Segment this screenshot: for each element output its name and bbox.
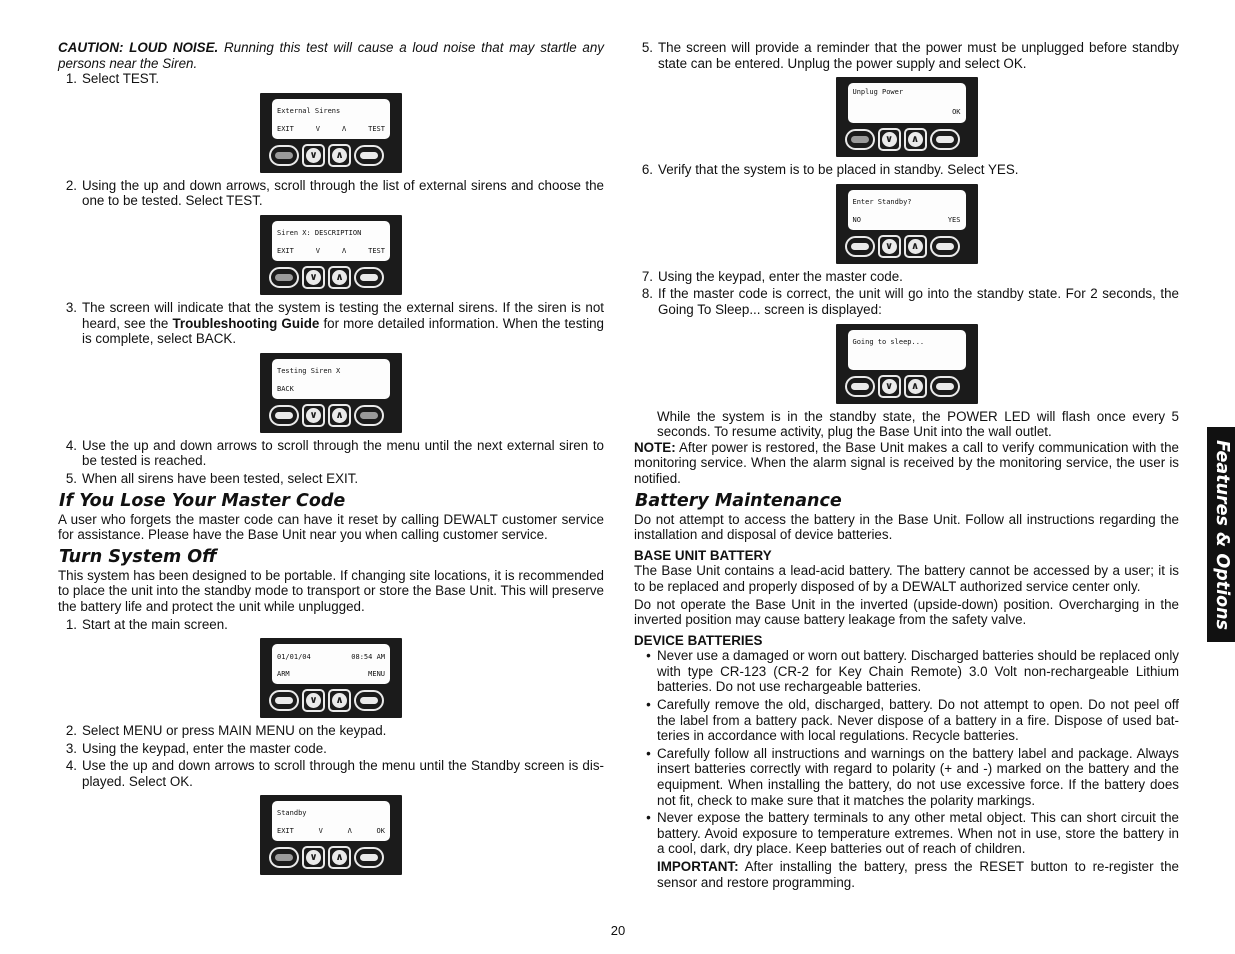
base-battery-paragraph-2: Do not operate the Base Unit in the inverted (upside-down) position. Overcharging in the inverted position may cause battery leakage from the safety valve. bbox=[634, 596, 1179, 628]
step-text: Use the up and down arrows to scroll through the menu until the Standby screen is dis-played. Select OK. bbox=[82, 758, 604, 789]
bullet-text: Carefully remove the old, discharged, battery. Do not attempt to open. Do not peel off the label from a battery pack. Never dispose of a battery in a fire. Dispose of used bat-teries in accordance with local regulations. Recycle batteries. bbox=[657, 697, 1179, 744]
step-text: When all sirens have been tested, select EXIT. bbox=[82, 470, 359, 486]
lcd-softkey-label: V bbox=[315, 246, 321, 255]
step-text: Verify that the system is to be placed in standby. Select YES. bbox=[658, 162, 1019, 178]
lcd-keypad bbox=[845, 375, 960, 398]
lcd-screen bbox=[272, 359, 390, 399]
down-arrow-icon: ∨ bbox=[882, 132, 897, 147]
lcd-keypad bbox=[269, 846, 384, 869]
left-softkey-button bbox=[845, 376, 875, 397]
down-key-button bbox=[302, 404, 325, 427]
step-number: 7. bbox=[641, 268, 653, 284]
section-heading-master-code: If You Lose Your Master Code bbox=[59, 490, 346, 511]
bullet-icon: • bbox=[646, 697, 651, 713]
step-item bbox=[634, 269, 1179, 285]
down-key-button bbox=[302, 144, 325, 167]
bullet-icon: • bbox=[646, 745, 651, 761]
step-number: 1. bbox=[65, 71, 77, 87]
right-softkey-button bbox=[354, 267, 384, 288]
section-heading-turn-off: Turn System Off bbox=[59, 546, 217, 567]
right-softkey-button bbox=[930, 236, 960, 257]
page-number: 20 bbox=[610, 923, 626, 938]
bullet-item bbox=[634, 746, 1179, 808]
master-code-paragraph bbox=[58, 512, 604, 543]
lcd-figure bbox=[634, 184, 1179, 264]
step-text bbox=[82, 300, 604, 347]
bullet-icon: • bbox=[646, 648, 651, 664]
step-text: Using the keypad, enter the master code. bbox=[82, 740, 327, 756]
lcd-softkey-label: NO bbox=[852, 215, 861, 224]
lcd-panel-main-screen bbox=[260, 638, 402, 718]
caution-text: Running this test will cause a loud noise that may startle any persons near the Siren. bbox=[58, 40, 604, 71]
step-number: 5. bbox=[65, 470, 77, 486]
step-item bbox=[58, 71, 604, 87]
side-tab-label: Features & Options bbox=[1211, 439, 1232, 630]
down-key-button bbox=[878, 128, 901, 151]
lcd-softkey-label: Λ bbox=[347, 827, 352, 836]
up-arrow-icon: ∧ bbox=[332, 850, 347, 865]
step-number: 3. bbox=[65, 299, 77, 315]
up-arrow-icon: ∧ bbox=[908, 379, 923, 394]
lcd-line2 bbox=[853, 216, 961, 225]
lcd-softkey-label: V bbox=[315, 124, 321, 133]
lcd-keypad bbox=[269, 266, 384, 289]
step-item bbox=[634, 286, 1179, 317]
note-paragraph bbox=[634, 440, 1179, 487]
down-arrow-icon: ∨ bbox=[306, 693, 321, 708]
step-item bbox=[58, 741, 604, 757]
lcd-figure bbox=[58, 93, 604, 173]
lcd-panel-siren-description bbox=[260, 215, 402, 295]
subheading-base-unit-battery: BASE UNIT BATTERY bbox=[634, 547, 772, 563]
step-text: Select MENU or press MAIN MENU on the keypad. bbox=[82, 723, 387, 739]
lcd-softkey-label: Λ bbox=[341, 124, 347, 133]
lcd-softkey-label: V bbox=[318, 827, 323, 836]
step-text: Select TEST. bbox=[82, 71, 160, 87]
step-number: 4. bbox=[65, 437, 77, 453]
step-text: Using the keypad, enter the master code. bbox=[658, 268, 903, 284]
lcd-panel-testing-siren bbox=[260, 353, 402, 433]
lcd-line1: Siren X: DESCRIPTION bbox=[277, 228, 362, 237]
lcd-screen bbox=[848, 190, 966, 230]
lcd-line2 bbox=[277, 827, 385, 836]
text-part: The Base Unit contains a lead-acid battery. The battery cannot be accessed by a user; it is to be replaced and properly disposed of by a D bbox=[634, 563, 1179, 594]
right-softkey-button bbox=[354, 145, 384, 166]
step-text-part: for more detailed information. When the testing is complete, select BACK. bbox=[82, 315, 605, 347]
left-softkey-button bbox=[845, 129, 875, 150]
down-arrow-icon: ∨ bbox=[882, 239, 897, 254]
lcd-figure bbox=[58, 215, 604, 295]
step-text: If the master code is correct, the unit will go into the standby state. For 2 seconds, the Going To Sleep... screen is displayed: bbox=[658, 286, 1179, 317]
standby-paragraph: While the system is in the standby state, the POWER LED will flash once every 5 seconds. To resume activity, plug the Base Unit into the wall outlet. bbox=[657, 408, 1179, 440]
lcd-softkey-label: BACK bbox=[277, 384, 294, 393]
important-text: After installing the battery, press the RESET button to re-register the sensor and restore programming. bbox=[657, 859, 1179, 890]
bullet-item bbox=[634, 810, 1179, 857]
section-side-tab bbox=[1207, 427, 1235, 642]
down-arrow-icon: ∨ bbox=[306, 408, 321, 423]
lcd-line1: External Sirens bbox=[277, 106, 341, 115]
step-text-part: The screen will indicate that the system is testing the external sirens. If the siren is not heard, see the bbox=[82, 299, 604, 331]
lcd-panel-going-to-sleep bbox=[836, 324, 978, 404]
lcd-softkey-label: MENU bbox=[368, 670, 385, 679]
step-item bbox=[58, 300, 604, 347]
lcd-softkey-label: EXIT bbox=[277, 827, 294, 836]
lcd-figure bbox=[58, 353, 604, 433]
lcd-figure bbox=[58, 638, 604, 718]
up-key-button bbox=[904, 128, 927, 151]
lcd-line1: Standby bbox=[277, 809, 307, 818]
lcd-panel-enter-standby bbox=[836, 184, 978, 264]
lcd-panel-external-sirens bbox=[260, 93, 402, 173]
step-number: 3. bbox=[65, 740, 77, 756]
lcd-time: 08:54 AM bbox=[351, 653, 385, 662]
lcd-figure bbox=[58, 795, 604, 875]
up-arrow-icon: ∧ bbox=[332, 270, 347, 285]
step-number: 8. bbox=[641, 286, 653, 302]
down-key-button bbox=[878, 375, 901, 398]
lcd-screen bbox=[848, 330, 966, 370]
step-text: The screen will provide a reminder that the power must be unplugged before standby state can be entered. Unplug the power supply and select OK. bbox=[658, 40, 1179, 71]
bullet-text: Never expose the battery terminals to any other metal object. This can short circuit the battery. Avoid exposure to temperature extremes. When not in use, store the battery in a cool, dark, dry place. Keep batteries out of reach of children. bbox=[657, 810, 1179, 857]
up-arrow-icon: ∧ bbox=[332, 148, 347, 163]
bullet-text: Never use a damaged or worn out battery. Discharged batteries should be replaced only with type CR-123 (CR-2 for Key Chain Remote) 3.0 Volt non-rechargeable Lithium batteries. Do not use rechargeable batteries. bbox=[657, 648, 1179, 695]
lcd-line2 bbox=[277, 670, 385, 679]
lcd-line2 bbox=[277, 125, 385, 134]
text-part: WALT authorized service center only. bbox=[920, 578, 1141, 594]
step-number: 1. bbox=[65, 616, 77, 632]
bullet-icon: • bbox=[646, 810, 651, 826]
lcd-softkey-label: TEST bbox=[368, 124, 385, 133]
troubleshooting-guide-reference: Troubleshooting Guide bbox=[172, 315, 320, 331]
step-item bbox=[634, 162, 1179, 178]
lcd-keypad bbox=[269, 689, 384, 712]
lcd-softkey-label: OK bbox=[376, 827, 385, 836]
up-arrow-icon: ∧ bbox=[908, 132, 923, 147]
caution-label: CAUTION: LOUD NOISE. bbox=[58, 40, 219, 55]
lcd-panel-unplug-power bbox=[836, 77, 978, 157]
bullet-item bbox=[634, 697, 1179, 744]
up-arrow-icon: ∧ bbox=[332, 693, 347, 708]
step-item bbox=[58, 178, 604, 209]
step-number: 2. bbox=[65, 177, 77, 193]
right-column bbox=[634, 40, 1179, 890]
up-arrow-icon: ∧ bbox=[908, 239, 923, 254]
right-softkey-button bbox=[930, 376, 960, 397]
text-part: E bbox=[453, 511, 463, 527]
down-key-button bbox=[302, 266, 325, 289]
step-text: Start at the main screen. bbox=[82, 616, 228, 632]
step-item bbox=[58, 438, 604, 469]
step-text: Use the up and down arrows to scroll through the menu until the next external siren to be tested is reached. bbox=[82, 437, 604, 469]
left-softkey-button bbox=[269, 145, 299, 166]
lcd-keypad bbox=[269, 144, 384, 167]
lcd-date: 01/01/04 bbox=[277, 653, 311, 662]
left-softkey-button bbox=[269, 847, 299, 868]
lcd-line1: Unplug Power bbox=[852, 88, 904, 97]
up-key-button bbox=[328, 689, 351, 712]
step-number: 5. bbox=[641, 40, 653, 55]
bullet-text: Carefully follow all instructions and warnings on the battery label and package. Always insert batteries correctly with regard to polarity (+ and -) marked on the battery and the equipment. When installing the battery, do not use excessive force. If the battery does not fit, check to make sure that it matches the polarity markings. bbox=[657, 745, 1179, 808]
note-text: After power is restored, the Base Unit makes a call to verify communication with the monitoring service. When the alarm signal is received by the monitoring service, the user is notified. bbox=[634, 439, 1179, 486]
lcd-screen bbox=[272, 644, 390, 684]
note-label: NOTE: bbox=[634, 439, 676, 455]
battery-intro: Do not attempt to access the battery in the Base Unit. Follow all instructions regarding the installation and disposal of device batteries. bbox=[634, 511, 1179, 543]
lcd-softkey-label: EXIT bbox=[277, 124, 294, 133]
up-key-button bbox=[904, 375, 927, 398]
left-softkey-button bbox=[845, 236, 875, 257]
down-arrow-icon: ∨ bbox=[306, 850, 321, 865]
lcd-line2 bbox=[853, 108, 961, 117]
step-number: 4. bbox=[65, 758, 77, 774]
lcd-line1: Testing Siren X bbox=[277, 366, 341, 375]
down-arrow-icon: ∨ bbox=[882, 379, 897, 394]
right-softkey-button bbox=[930, 129, 960, 150]
up-key-button bbox=[904, 235, 927, 258]
lcd-softkey-label: OK bbox=[952, 108, 961, 117]
important-paragraph bbox=[634, 859, 1179, 890]
caution-note bbox=[58, 40, 604, 71]
subheading-device-batteries: DEVICE BATTERIES bbox=[634, 632, 763, 648]
step-number: 2. bbox=[65, 723, 77, 739]
step-item bbox=[58, 617, 604, 633]
up-key-button bbox=[328, 846, 351, 869]
lcd-line1: Enter Standby? bbox=[852, 197, 912, 206]
down-key-button bbox=[878, 235, 901, 258]
down-arrow-icon: ∨ bbox=[306, 270, 321, 285]
turn-off-paragraph: This system has been designed to be portable. If changing site locations, it is recommended to place the unit into the standby mode to transport or store the Base Unit. This will preserve the battery life and protect the unit while unplugged. bbox=[58, 567, 604, 614]
lcd-line1: Going to sleep... bbox=[852, 337, 925, 346]
down-key-button bbox=[302, 846, 325, 869]
lcd-softkey-label: EXIT bbox=[277, 246, 294, 255]
up-key-button bbox=[328, 266, 351, 289]
base-battery-paragraph bbox=[634, 563, 1179, 594]
lcd-keypad bbox=[845, 235, 960, 258]
lcd-keypad bbox=[845, 128, 960, 151]
up-key-button bbox=[328, 144, 351, 167]
left-column bbox=[58, 40, 604, 880]
down-arrow-icon: ∨ bbox=[306, 148, 321, 163]
lcd-softkey-label: YES bbox=[947, 215, 961, 224]
important-label: IMPORTANT: bbox=[657, 859, 739, 874]
lcd-line1 bbox=[277, 653, 385, 662]
text-part: A user who forgets the master code can have it reset by calling D bbox=[58, 511, 454, 527]
down-key-button bbox=[302, 689, 325, 712]
right-softkey-button bbox=[354, 847, 384, 868]
right-softkey-button bbox=[354, 405, 384, 426]
text-part: WALT customer service for assistance. Please have the Base Unit near you when calling customer service. bbox=[58, 511, 604, 543]
lcd-softkey-label: ARM bbox=[277, 670, 290, 679]
lcd-keypad bbox=[269, 404, 384, 427]
lcd-line2 bbox=[277, 247, 385, 256]
lcd-screen bbox=[848, 83, 966, 123]
lcd-figure bbox=[634, 77, 1179, 157]
lcd-screen bbox=[272, 801, 390, 841]
lcd-softkey-label: TEST bbox=[368, 246, 385, 255]
left-softkey-button bbox=[269, 405, 299, 426]
lcd-softkey-label: Λ bbox=[341, 246, 347, 255]
step-item bbox=[58, 723, 604, 739]
left-softkey-button bbox=[269, 267, 299, 288]
step-item bbox=[634, 40, 1179, 71]
text-part: E bbox=[911, 578, 921, 594]
lcd-panel-standby bbox=[260, 795, 402, 875]
left-softkey-button bbox=[269, 690, 299, 711]
lcd-screen bbox=[272, 99, 390, 139]
step-item bbox=[58, 758, 604, 789]
section-heading-battery-maintenance: Battery Maintenance bbox=[635, 490, 842, 511]
lcd-line2 bbox=[277, 385, 385, 394]
step-number: 6. bbox=[641, 162, 653, 178]
step-text: Using the up and down arrows, scroll through the list of external sirens and choose the one to be tested. Select TEST. bbox=[82, 177, 604, 209]
up-key-button bbox=[328, 404, 351, 427]
right-softkey-button bbox=[354, 690, 384, 711]
lcd-figure bbox=[634, 324, 1179, 404]
step-item bbox=[58, 471, 604, 487]
bullet-item bbox=[634, 648, 1179, 695]
lcd-screen bbox=[272, 221, 390, 261]
up-arrow-icon: ∧ bbox=[332, 408, 347, 423]
